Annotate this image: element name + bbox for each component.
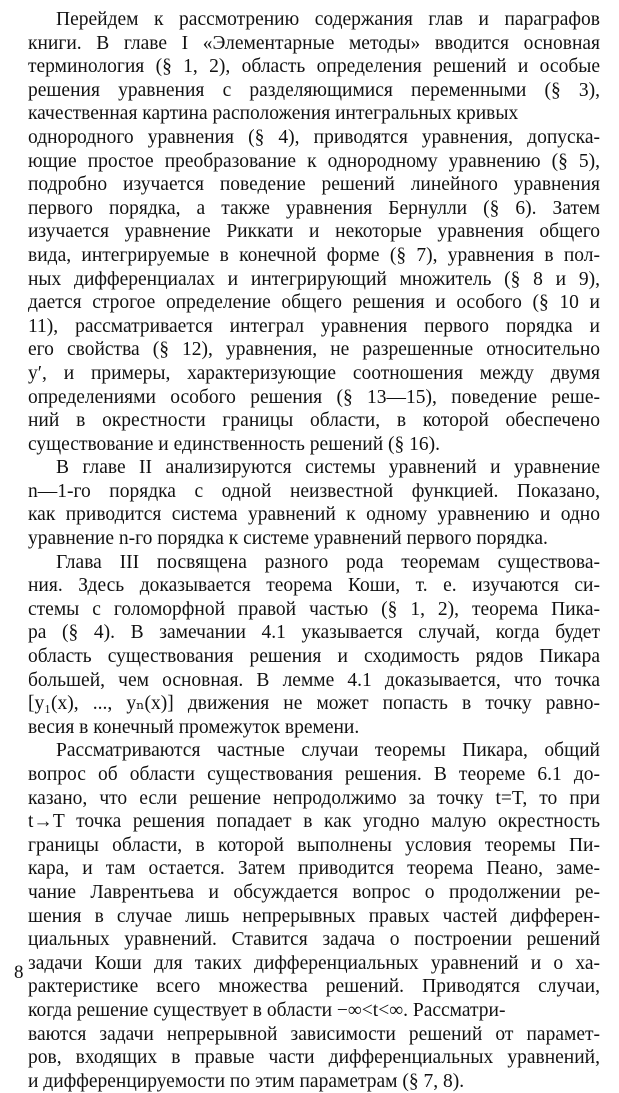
text-line: ний в окрестности границы области, в которой обеспечено (28, 410, 600, 432)
text-line: однородного уравнения (§ 4), приводятся уравнения, допуска- (28, 126, 600, 148)
text-line: его свойства (§ 12), уравнения, не разрешенные относительно (28, 339, 600, 361)
text-line: как приводится система уравнений к одному уравнению и одно (28, 504, 600, 526)
text-line: кара, и там остается. Затем приводится теорема Пеано, заме- (28, 858, 600, 880)
text-line: шения в случае лишь непрерывных правых частей дифферен- (28, 905, 600, 927)
text-line: первого порядка, а также уравнения Бернулли (§ 6). Затем (28, 197, 600, 219)
text-line: и дифференцируемости по этим параметрам (§ 7, 8). (28, 1070, 465, 1092)
text-line: ющие простое преобразование к однородному уравнению (§ 5), (28, 150, 600, 172)
text-line: терминология (§ 1, 2), область определения решений и особые (28, 56, 600, 78)
book-page-text (28, 8, 600, 1093)
text-line: подробно изучается поведение решений линейного уравнения (28, 174, 600, 196)
text-line: 11), рассматривается интеграл уравнения первого порядка и (28, 315, 600, 337)
paragraph-picard-cases (28, 739, 600, 1093)
text-line: Рассматриваются частные случаи теоремы Пикара, общий (56, 740, 600, 762)
text-line: решения уравнения с разделяющимися переменными (§ 3), (28, 79, 600, 101)
text-line: существование и единственность решений (§ 16). (28, 433, 441, 455)
text-line: Перейдем к рассмотрению содержания глав и параграфов (56, 9, 600, 30)
text-line: качественная картина расположения интегральных кривых (28, 103, 519, 125)
text-line: определениями особого решения (§ 13—15), поведение реше- (28, 386, 600, 408)
text-line: Глава III посвящена разного рода теоремам существова- (56, 551, 600, 573)
text-line: вида, интегрируемые в конечной форме (§ 7), уравнения в пол- (28, 244, 600, 266)
paragraph-chapter-3 (28, 551, 600, 740)
text-line: ваются задачи непрерывной зависимости решений от парамет- (28, 1023, 600, 1045)
text-line: стемы с голоморфной правой частью (§ 1, 2), теорема Пика- (28, 598, 600, 620)
text-line: казано, что если решение непродолжимо за точку t=T, то при (28, 787, 600, 809)
text-line: весия в конечный промежуток времени. (28, 716, 360, 738)
text-line: область существования решения и сходимость рядов Пикара (28, 646, 600, 668)
text-line: задачи Коши для таких дифференциальных уравнений и о ха- (28, 952, 600, 974)
text-line: [y₁(x), ..., yₙ(x)] движения не может попасть в точку равно- (28, 693, 600, 715)
text-line: n—1-го порядка с одной неизвестной функцией. Показано, (28, 480, 600, 502)
text-line: чание Лаврентьева и обсуждается вопрос о продолжении ре- (28, 881, 600, 903)
text-line: когда решение существует в области −∞<t<∞. Рассматри- (28, 999, 506, 1021)
text-line: ния. Здесь доказывается теорема Коши, т. е. изучаются си- (28, 575, 600, 597)
paragraph-chapter-1 (28, 8, 600, 456)
text-line: вопрос об области существования решения. В теореме 6.1 до- (28, 764, 601, 785)
text-line: дается строгое определение общего решения и особого (§ 10 и (28, 292, 600, 314)
text-line: изучается уравнение Риккати и некоторые уравнения общего (28, 221, 601, 243)
text-line: границы области, в которой выполнены условия теоремы Пи- (28, 834, 600, 856)
text-line: книги. В главе I «Элементарные методы» вводится основная (28, 32, 600, 54)
text-line: рактеристике всего множества решений. Приводятся случаи, (28, 976, 600, 998)
text-line: В главе II анализируются системы уравнений и уравнение (56, 457, 600, 479)
text-line: ра (§ 4). В замечании 4.1 указывается случай, когда будет (28, 622, 600, 644)
text-line: t→T точка решения попадает в как угодно малую окрестность (28, 811, 600, 833)
text-line: циальных уравнений. Ставится задача о построении решений (28, 929, 600, 951)
text-line: y′, и примеры, характеризующие соотношения между двумя (28, 362, 600, 384)
text-line: ных дифференциалах и интегрирующий множитель (§ 8 и 9), (28, 268, 600, 290)
text-line: большей, чем основная. В лемме 4.1 доказывается, что точка (28, 669, 600, 691)
text-line: уравнение n-го порядка к системе уравнений первого порядка. (28, 528, 548, 550)
page-number: 8 (14, 962, 24, 983)
text-line: ров, входящих в правые части дифференциальных уравнений, (28, 1047, 600, 1069)
paragraph-chapter-2 (28, 456, 600, 550)
